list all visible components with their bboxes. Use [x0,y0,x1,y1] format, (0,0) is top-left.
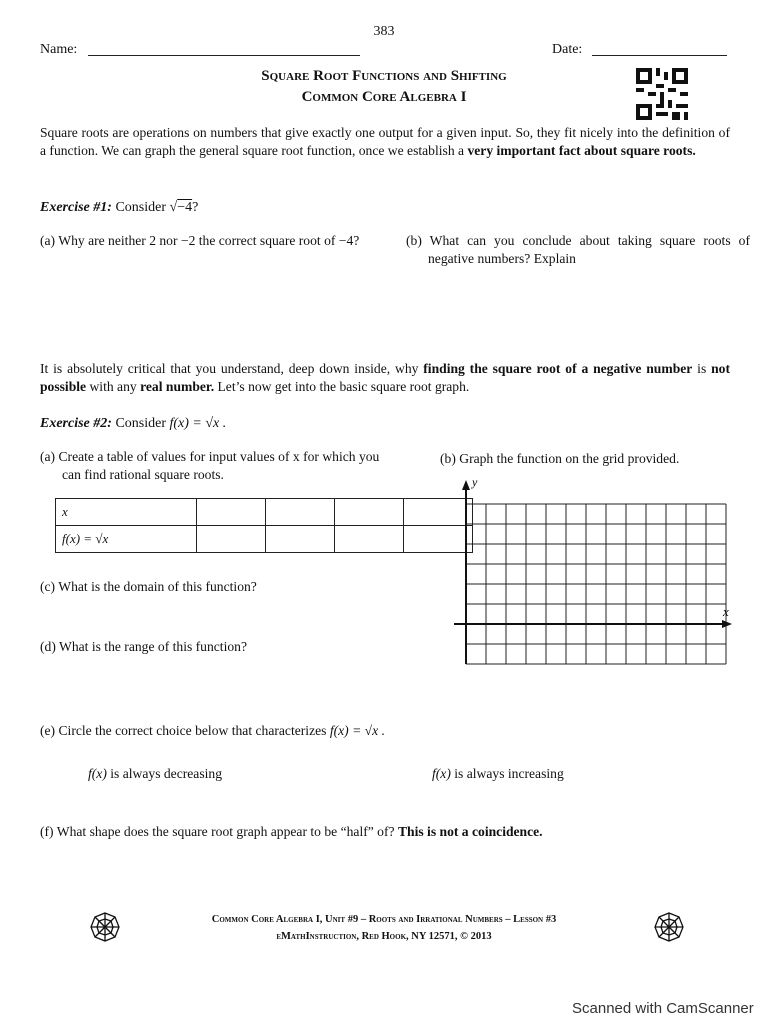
table-cell[interactable] [266,526,335,553]
exercise-2d: (d) What is the range of this function? [40,639,247,654]
choice-1-func: f(x) [88,766,107,781]
crit-t1: It is absolutely critical that you understand, deep down inside, why [40,361,424,376]
y-axis-label: y [472,475,478,489]
values-table [55,498,473,553]
exercise-2-label: Exercise #2: [40,416,112,431]
exercise-1-label: Exercise #1: [40,200,112,215]
choice-2-text: is always increasing [450,766,564,781]
date-label: Date: [552,42,583,57]
choice-2-func: f(x) [432,766,451,781]
table-cell[interactable] [266,499,335,526]
intro-paragraph [40,124,730,160]
critical-paragraph [40,360,730,396]
crit-t2: is [692,361,712,376]
exercise-1-heading [40,200,198,216]
table-row [56,499,473,526]
crit-t4: Let’s now get into the basic square root graph. [214,379,470,394]
choice-increasing[interactable] [432,765,564,783]
exercise-2f [40,823,543,841]
exercise-1a: (a) Why are neither 2 nor −2 the correct square root of −4? [40,233,360,248]
date-line [592,55,727,56]
graph-grid[interactable] [448,474,748,674]
footer-line-1: Common Core Algebra I, Unit #9 – Roots and Irrational Numbers – Lesson #3 [211,914,557,925]
exercise-2f-bold: This is not a coincidence. [397,824,543,839]
table-cell[interactable] [197,499,266,526]
worksheet-title: Square Root Functions and Shifting [261,68,507,84]
table-header-fx: f(x) = √x [56,526,197,553]
course-title: Common Core Algebra I [301,89,467,105]
x-axis-label: x [723,604,729,619]
radicand: −4 [177,200,193,215]
qr-code-icon [636,68,688,120]
camscanner-watermark: Scanned with CamScanner [572,1000,754,1017]
intro-bold: very important fact about square roots. [467,143,696,158]
table-cell[interactable] [335,526,404,553]
exercise-2c: (c) What is the domain of this function? [40,579,257,594]
exercise-2e [40,722,385,740]
table-header-x: x [56,499,197,526]
sqrt-neg4: √−4 [169,200,193,215]
intro-text: Square roots are operations on numbers that give exactly one output for a given input. So, they fit nicely into the definition of a function. We can graph the general square root function, once we establish a [40,125,730,158]
choice-1-text: is always decreasing [106,766,223,781]
exercise-1-end: ? [192,200,199,215]
exercise-2-heading [40,416,226,432]
name-label: Name: [40,42,78,57]
crit-b2: not possible [40,361,730,394]
exercise-2e-func: f(x) = √x . [329,723,385,738]
exercise-1b: (b) What can you conclude about taking square roots of negative numbers? Explain [406,233,750,266]
table-cell[interactable] [197,526,266,553]
y-axis-arrow [462,480,470,490]
exercise-2-func: f(x) = √x . [169,416,227,431]
exercise-2e-text: (e) Circle the correct choice below that characterizes [40,723,327,738]
exercise-2f-text: (f) What shape does the square root graph appear to be “half” of? [40,824,398,839]
exercise-2a: (a) Create a table of values for input values of x for which you can find rational square roots. [40,449,380,482]
crit-t3: with any [86,379,141,394]
crit-b1: finding the square root of a negative number [423,361,693,376]
x-axis-arrow [722,620,732,628]
exercise-1-prompt: Consider [115,200,166,215]
name-line [88,55,360,56]
page-number: 383 [373,24,395,39]
grid-lines [466,504,726,664]
table-cell[interactable] [335,499,404,526]
footer-line-2: eMathInstruction, Red Hook, NY 12571, © 2013 [276,931,492,942]
table-row [56,526,473,553]
choice-decreasing[interactable] [88,765,222,783]
exercise-2-prompt: Consider [115,416,166,431]
crit-b3: real number. [140,379,215,394]
exercise-2b: (b) Graph the function on the grid provided. [440,451,680,466]
